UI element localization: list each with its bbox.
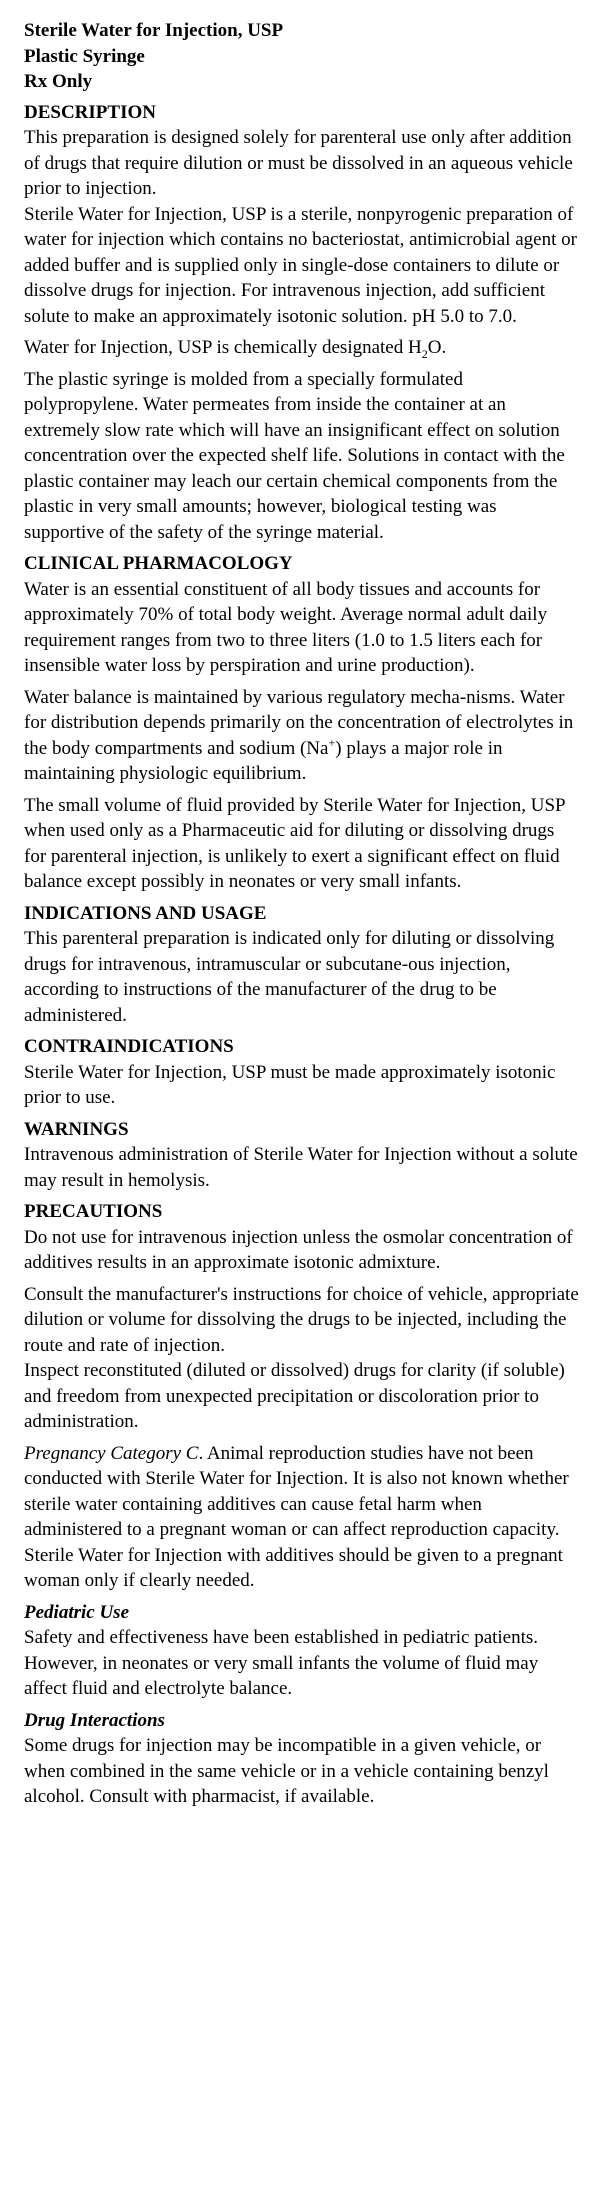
clinical-pharmacology-section [24,551,580,895]
chemical-subscript: 2 [421,346,428,361]
precautions-paragraph: Do not use for intravenous injection unless the osmolar concentration of additives results in an approximate isotonic admixture. [24,1226,573,1273]
pregnancy-paragraph [24,1441,580,1594]
precautions-paragraph: Consult the manufacturer's instructions for choice of vehicle, appropriate dilution or volume for dissolving the drugs to be injected, including the route and rate of injection. [24,1283,579,1356]
precautions-paragraph: Inspect reconstituted (diluted or dissolved) drugs for clarity (if soluble) and freedom from unexpected precipitation or discoloration prior to administration. [24,1360,565,1432]
precautions-section [24,1199,580,1810]
contraindications-heading: CONTRAINDICATIONS [24,1036,234,1057]
product-subtitle: Plastic Syringe [24,45,145,67]
precautions-heading: PRECAUTIONS [24,1201,163,1222]
clinical-text: Water balance is maintained by various regulatory mecha-nisms. Water for distribution depends primarily on the concentration of electrolytes in the body compartments and sodium (Na [24,686,574,759]
indications-heading: INDICATIONS AND USAGE [24,902,267,924]
chemical-text: Water for Injection, USP is chemically designated H [24,337,422,358]
indications-section [24,901,580,1029]
description-paragraph: This preparation is designed solely for parenteral use only after addition of drugs that require dilution or must be dissolved in an aqueous vehicle prior to injection. [24,127,573,199]
drug-interactions-paragraph: Some drugs for injection may be incompatible in a given vehicle, or when combined in the same vehicle or in a vehicle containing benzyl alcohol. Consult with pharmacist, if available. [24,1735,549,1807]
warnings-paragraph: Intravenous administration of Sterile Water for Injection without a solute may result in hemolysis. [24,1144,578,1191]
warnings-section [24,1117,580,1194]
clinical-paragraph [24,685,580,787]
description-section [24,100,580,546]
chemical-text-end: O. [427,337,447,358]
description-heading: DESCRIPTION [24,101,156,123]
pediatric-use-paragraph: Safety and effectiveness have been established in pediatric patients. However, in neonates or very small infants the volume of fluid may affect fluid and electrolyte balance. [24,1627,539,1699]
indications-paragraph: This parenteral preparation is indicated only for diluting or dissolving drugs for intravenous, intramuscular or subcutane-ous injection, according to instructions of the manufacturer of the drug to be administered. [24,928,555,1026]
chemical-designation [24,335,580,361]
pediatric-use-heading: Pediatric Use [24,1601,130,1623]
pregnancy-text: . Animal reproduction studies have not been conducted with Sterile Water for Injection. It is also not known whether sterile water containing additives can cause fetal harm when administered to a pregnant woman or can affect reproduction capacity. Sterile Water for Injection with additives should be given to a pregnant woman only if clearly needed. [24,1442,569,1591]
contraindications-section [24,1034,580,1111]
clinical-pharmacology-heading: CLINICAL PHARMACOLOGY [24,553,293,574]
clinical-paragraph: Water is an essential constituent of all body tissues and accounts for approximately 70% of total body weight. Average normal adult daily requirement ranges from two to three liters (1.0 to 1.5 liters each for insensible water loss by perspiration and urine production). [24,578,548,676]
rx-only-label: Rx Only [24,71,93,92]
description-paragraph: Sterile Water for Injection, USP is a sterile, nonpyrogenic preparation of water for injection which contains no bacteriostat, antimicrobial agent or added buffer and is supplied only in single-dose containers to dilute or dissolve drugs for injection. For intravenous injection, add sufficient solute to make an approximately isotonic solution. pH 5.0 to 7.0. [24,203,577,327]
contraindications-paragraph: Sterile Water for Injection, USP must be made approximately isotonic prior to use. [24,1061,556,1108]
clinical-text-end: ) plays a major role in maintaining physiologic equilibrium. [24,737,503,784]
warnings-heading: WARNINGS [24,1118,129,1140]
sodium-superscript: + [328,735,336,750]
pregnancy-label: Pregnancy Category C [24,1442,199,1464]
description-paragraph: The plastic syringe is molded from a specially formulated polypropylene. Water permeates from inside the container at an extremely slow rate which will have an insignificant effect on solution concentration over the expected shelf life. Solutions in contact with the plastic container may leach our certain chemical components from the plastic in very small amounts; however, biological testing was supportive of the safety of the syringe material. [24,368,565,543]
product-title: Sterile Water for Injection, USP [24,20,284,41]
drug-interactions-heading: Drug Interactions [24,1709,165,1731]
clinical-paragraph: The small volume of fluid provided by Sterile Water for Injection, USP when used only as a Pharmaceutic aid for diluting or dissolving drugs for parenteral injection, is unlikely to exert a significant effect on fluid balance except possibly in neonates or very small infants. [24,794,565,892]
